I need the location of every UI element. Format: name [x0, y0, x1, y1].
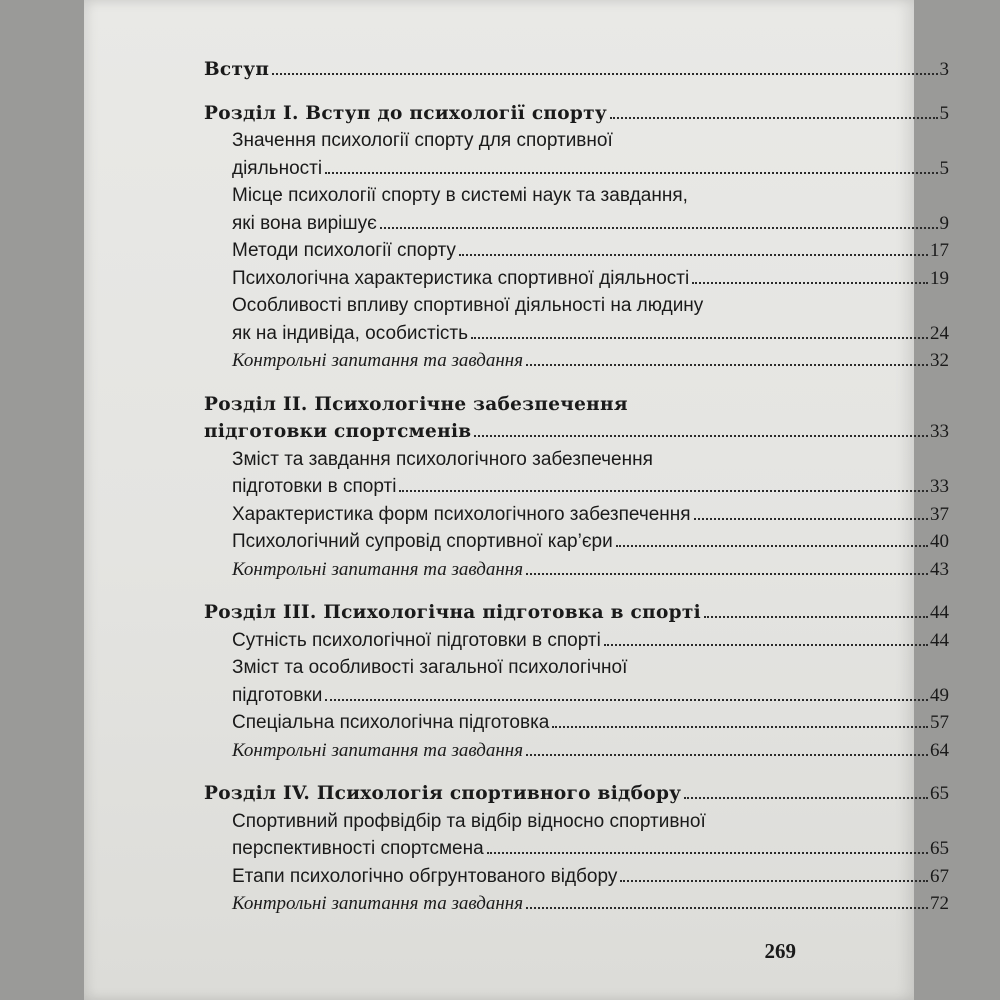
dot-leader — [684, 797, 928, 799]
chapter-title-line1: Розділ ІІ. Психологічне забезпечення — [204, 393, 628, 415]
chapter-title: Розділ ІV. Психологія спортивного відбору — [204, 783, 682, 804]
entry-page: 65 — [930, 838, 949, 859]
entry-page: 9 — [939, 212, 949, 234]
entry-page: 64 — [930, 739, 949, 761]
toc-chapter-2-line1 — [204, 391, 949, 419]
dot-leader — [272, 73, 937, 75]
questions-title: Контрольні запитання та завдання — [232, 558, 524, 580]
entry-page: 67 — [930, 865, 949, 887]
page-number: 269 — [764, 939, 796, 963]
entry-page: 3 — [939, 59, 949, 80]
item-title-line1: Зміст та завдання психологічного забезпечення — [232, 448, 653, 470]
dot-leader — [399, 490, 928, 492]
dot-leader — [552, 726, 928, 728]
item-title-line2: підготовки — [232, 684, 323, 706]
toc-item-line — [204, 182, 949, 210]
toc-chapter-2 — [204, 418, 949, 446]
dot-leader — [325, 699, 928, 701]
toc-item — [204, 210, 949, 238]
toc-item-line — [204, 808, 949, 836]
entry-page: 33 — [930, 476, 949, 497]
item-title-line2: як на індивіда, особистість — [232, 322, 469, 344]
entry-page: 33 — [930, 421, 949, 442]
item-title-line2: перспективності спортсмена — [232, 838, 484, 859]
dot-leader — [526, 573, 928, 575]
entry-page: 24 — [930, 322, 949, 344]
toc-item — [204, 265, 949, 293]
toc-chapter-4 — [204, 780, 949, 808]
toc-item — [204, 155, 949, 183]
toc-chapter-1 — [204, 100, 949, 128]
toc-item — [204, 863, 949, 891]
entry-page: 40 — [930, 531, 949, 552]
dot-leader — [474, 435, 928, 437]
dot-leader — [694, 518, 928, 520]
item-title-line2: які вона вирішує — [232, 212, 377, 234]
item-title-line1: Особливості впливу спортивної діяльності на людину — [232, 295, 704, 316]
toc-questions — [204, 890, 949, 918]
questions-title: Контрольні запитання та завдання — [232, 739, 524, 761]
dot-leader — [610, 117, 937, 119]
item-title-line1: Значення психології спорту для спортивної — [232, 130, 613, 151]
dot-leader — [526, 754, 928, 756]
dot-leader — [459, 254, 928, 256]
item-title-line1: Зміст та особливості загальної психологічної — [232, 657, 628, 678]
item-title: Методи психології спорту — [232, 240, 456, 261]
entry-page: 37 — [930, 503, 949, 525]
toc-questions — [204, 347, 949, 375]
entry-page: 19 — [930, 267, 949, 289]
item-title: Характеристика форм психологічного забезпечення — [232, 503, 691, 525]
entry-page: 65 — [930, 783, 949, 804]
chapter-title-line2: підготовки спортсменів — [204, 421, 472, 442]
item-title-line2: підготовки в спорті — [232, 476, 397, 497]
item-title-line1: Спортивний профвідбір та відбір відносно спортивної — [232, 810, 706, 832]
dot-leader — [325, 172, 937, 174]
item-title: Спеціальна психологічна підготовка — [232, 712, 550, 733]
entry-page: 44 — [930, 602, 949, 623]
dot-leader — [471, 337, 928, 339]
toc-item — [204, 835, 949, 863]
toc-entry-intro — [204, 56, 949, 84]
entry-page: 5 — [939, 157, 949, 179]
toc-item-line — [204, 654, 949, 682]
book-page — [84, 0, 949, 1000]
item-title: Етапи психологічно обгрунтованого відбору — [232, 865, 618, 887]
toc-item — [204, 501, 949, 529]
chapter-title: Розділ ІІІ. Психологічна підготовка в спорті — [204, 602, 701, 623]
toc-item-line — [204, 446, 949, 474]
toc-item — [204, 627, 949, 655]
entry-page: 72 — [930, 893, 949, 914]
toc-item — [204, 528, 949, 556]
item-title: Психологічний супровід спортивної кар’єри — [232, 531, 613, 552]
questions-title: Контрольні запитання та завдання — [232, 893, 524, 914]
dot-leader — [692, 282, 928, 284]
dot-leader — [604, 644, 928, 646]
toc-item-line — [204, 292, 949, 320]
toc-chapter-3 — [204, 599, 949, 627]
entry-title: Вступ — [204, 59, 270, 80]
toc-questions — [204, 556, 949, 584]
questions-title: Контрольні запитання та завдання — [232, 350, 524, 371]
entry-page: 5 — [939, 102, 949, 124]
toc-item — [204, 709, 949, 737]
dot-leader — [704, 616, 928, 618]
item-title: Психологічна характеристика спортивної діяльності — [232, 267, 690, 289]
entry-page: 44 — [930, 629, 949, 651]
toc-item — [204, 320, 949, 348]
dot-leader — [487, 852, 928, 854]
item-title: Сутність психологічної підготовки в спорті — [232, 629, 601, 651]
dot-leader — [620, 880, 928, 882]
entry-page: 57 — [930, 712, 949, 733]
table-of-contents — [204, 56, 949, 918]
chapter-title: Розділ І. Вступ до психології спорту — [204, 102, 608, 124]
entry-page: 32 — [930, 350, 949, 371]
entry-page: 17 — [930, 240, 949, 261]
entry-page: 43 — [930, 558, 949, 580]
toc-item — [204, 237, 949, 265]
dot-leader — [526, 907, 928, 909]
toc-questions — [204, 737, 949, 765]
toc-item — [204, 682, 949, 710]
entry-page: 49 — [930, 684, 949, 706]
dot-leader — [380, 227, 938, 229]
toc-item — [204, 473, 949, 501]
item-title-line2: діяльності — [232, 157, 323, 179]
toc-item-line — [204, 127, 949, 155]
item-title-line1: Місце психології спорту в системі наук та завдання, — [232, 185, 688, 206]
dot-leader — [616, 545, 928, 547]
dot-leader — [526, 364, 928, 366]
